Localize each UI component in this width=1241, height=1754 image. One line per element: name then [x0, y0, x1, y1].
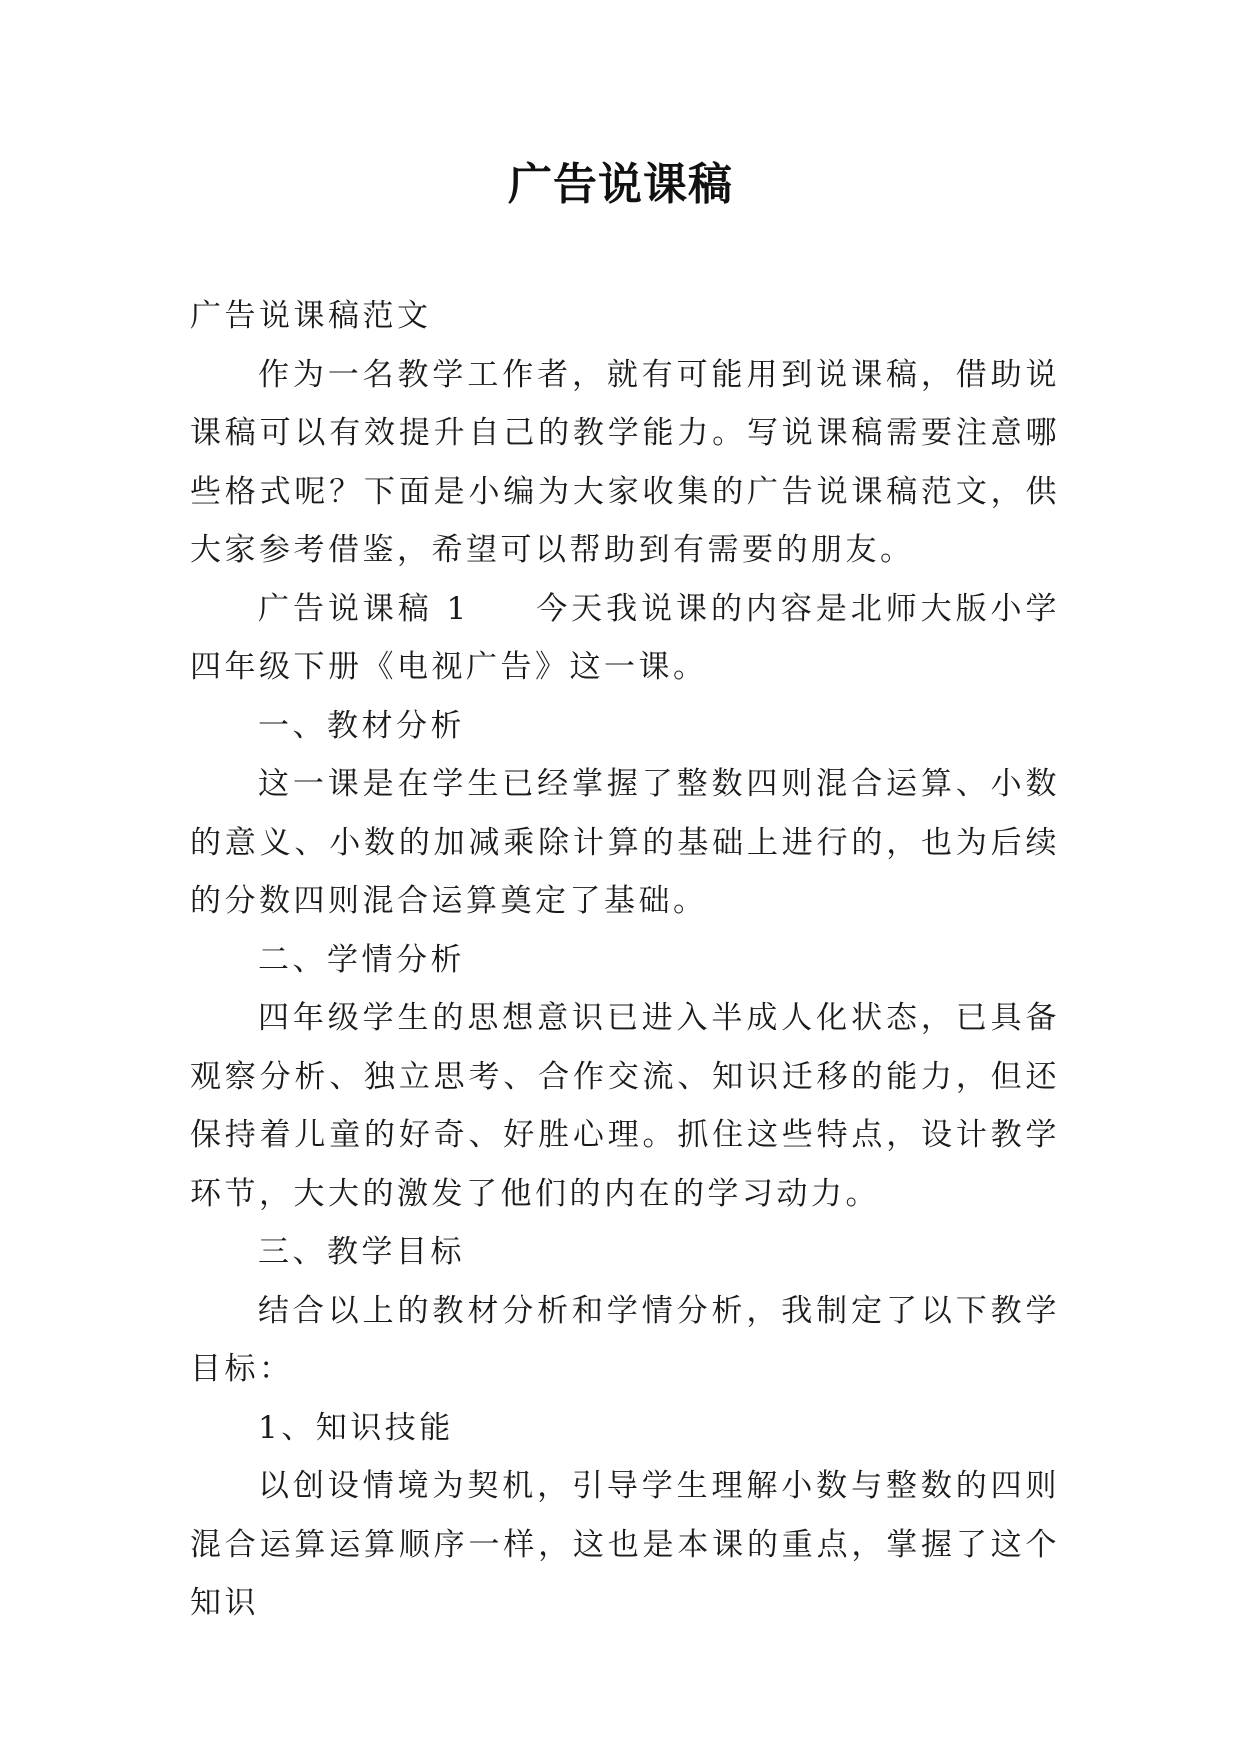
lesson-label: 广告说课稿 1 — [258, 590, 470, 627]
heading-knowledge-skills: 1、知识技能 — [258, 1409, 454, 1446]
paragraph-knowledge-skills: 以创设情境为契机，引导学生理解小数与整数的四则混合运算运算顺序一样，这也是本课的重点，掌握了这个知识 — [190, 1468, 1060, 1621]
document-body — [190, 287, 1060, 1633]
heading-textbook-analysis: 一、教材分析 — [258, 707, 465, 744]
paragraph-lesson-1 — [190, 580, 1060, 697]
document-title: 广告说课稿 — [508, 159, 733, 210]
paragraph-intro: 作为一名教学工作者，就有可能用到说课稿，借助说课稿可以有效提升自己的教学能力。写说课稿需要注意哪些格式呢？下面是小编为大家收集的广告说课稿范文，供大家参考借鉴，希望可以帮助到有需要的朋友。 — [190, 356, 1060, 568]
lesson-text: 今天我说课的内容是北师大版小学四年级下册《电视广告》这一课。 — [190, 590, 1061, 685]
paragraph-textbook-analysis: 这一课是在学生已经掌握了整数四则混合运算、小数的意义、小数的加减乘除计算的基础上进行的，也为后续的分数四则混合运算奠定了基础。 — [190, 766, 1060, 919]
heading-teaching-goals: 三、教学目标 — [258, 1234, 465, 1270]
heading-student-analysis: 二、学情分析 — [258, 941, 465, 978]
paragraph-subtitle: 广告说课稿范文 — [190, 298, 432, 334]
paragraph-student-analysis: 四年级学生的思想意识已进入半成人化状态，已具备观察分析、独立思考、合作交流、知识迁移的能力，但还保持着儿童的好奇、好胜心理。抓住这些特点，设计教学环节，大大的激发了他们的内在的学习动力。 — [190, 1000, 1060, 1212]
paragraph-teaching-goals: 结合以上的教材分析和学情分析，我制定了以下教学目标： — [190, 1292, 1060, 1387]
